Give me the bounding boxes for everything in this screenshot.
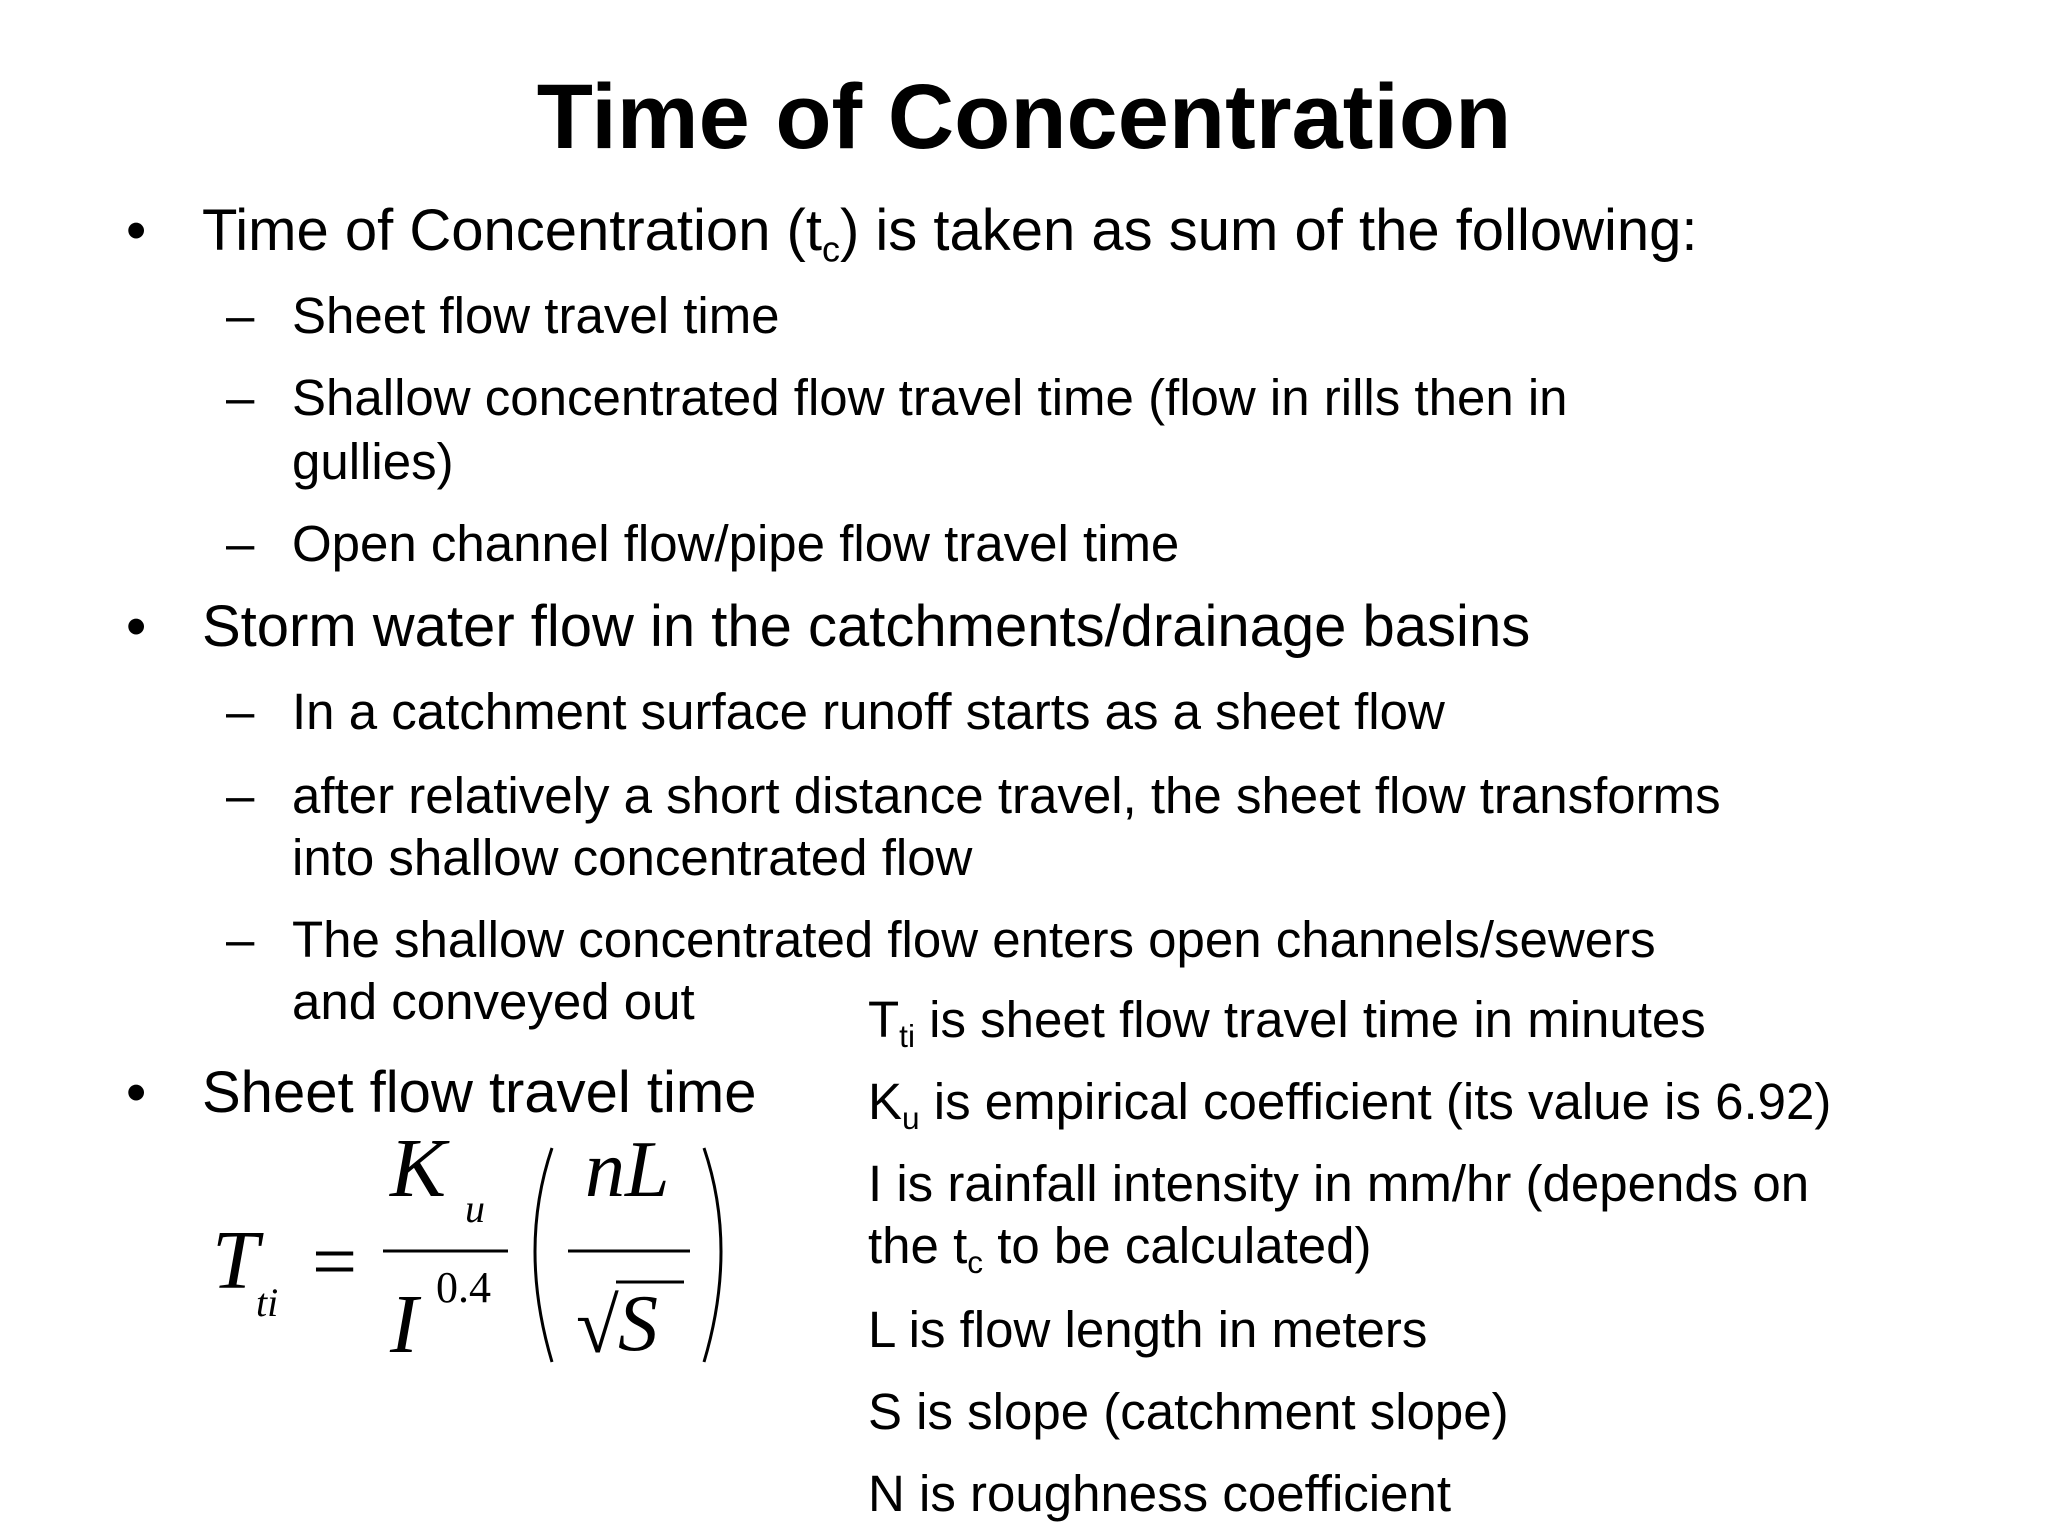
def-ku-symbol: K: [868, 1073, 903, 1130]
dash-glyph-3: –: [226, 515, 255, 572]
def-tti-subscript: ti: [899, 1018, 915, 1055]
formula-radical: √: [576, 1282, 619, 1369]
sub-item-channels-cont: and conveyed out: [292, 973, 695, 1030]
dash-glyph-4: –: [226, 683, 255, 740]
def-ku: [868, 1072, 1832, 1137]
bullet-glyph-1: •: [126, 198, 147, 263]
bullet-glyph-2: •: [126, 594, 147, 659]
bullet-sheet-flow-time: Sheet flow travel time: [202, 1060, 757, 1125]
def-intensity-pre: the t: [868, 1217, 968, 1274]
def-intensity-post: to be calculated): [983, 1217, 1372, 1274]
sub-item-sheet-flow: Sheet flow travel time: [292, 287, 780, 344]
formula-inner-numerator: nL: [585, 1140, 670, 1214]
formula-right-paren: [704, 1148, 721, 1362]
sub-item-shallow-flow-cont: gullies): [292, 433, 454, 490]
def-tti: [868, 990, 1706, 1055]
formula-numerator-sub: u: [465, 1186, 485, 1231]
formula-lhs: T: [212, 1214, 259, 1307]
def-tti-text: is sheet flow travel time in minutes: [914, 991, 1706, 1048]
def-roughness: N is roughness coefficient: [868, 1465, 1452, 1522]
slide-title: Time of Concentration: [536, 66, 1512, 168]
formula-den-exponent: 0.4: [436, 1263, 491, 1312]
bullet-storm-water: Storm water flow in the catchments/drainage basins: [202, 594, 1531, 659]
bullet-tc-definition: [202, 198, 1698, 270]
formula-equals: =: [312, 1218, 358, 1306]
formula-numerator: K: [390, 1140, 447, 1215]
sub-item-runoff-start: In a catchment surface runoff starts as a sheet flow: [292, 683, 1445, 740]
bullet-glyph-3: •: [126, 1060, 147, 1125]
dash-glyph-5: –: [226, 767, 255, 824]
def-length: L is flow length in meters: [868, 1301, 1428, 1358]
def-tti-symbol: T: [868, 991, 900, 1048]
def-ku-text: is empirical coefficient (its value is 6.92): [919, 1073, 1832, 1130]
sub-item-transform-cont: into shallow concentrated flow: [292, 829, 973, 886]
sub-item-channels: The shallow concentrated flow enters open channels/sewers: [292, 911, 1656, 968]
def-intensity-cont: [868, 1216, 1372, 1281]
def-intensity: I is rainfall intensity in mm/hr (depends on: [868, 1155, 1810, 1212]
dash-glyph-6: –: [226, 911, 255, 968]
sub-item-transform: after relatively a short distance travel, the sheet flow transforms: [292, 767, 1721, 824]
def-intensity-subscript: c: [967, 1244, 984, 1281]
bullet-tc-text-post: ) is taken as sum of the following:: [839, 198, 1698, 263]
sub-item-open-channel: Open channel flow/pipe flow travel time: [292, 515, 1180, 572]
formula-left-paren: [535, 1148, 552, 1362]
formula-lhs-sub: ti: [256, 1280, 279, 1325]
bullet-tc-text-pre: Time of Concentration (t: [202, 198, 822, 263]
dash-glyph-2: –: [226, 369, 255, 426]
formula-inner-denominator: S: [618, 1280, 658, 1368]
def-ku-subscript: u: [902, 1100, 920, 1137]
def-slope: S is slope (catchment slope): [868, 1383, 1509, 1440]
bullet-tc-subscript: c: [822, 228, 840, 270]
sheet-flow-formula: [200, 1140, 760, 1400]
sub-item-shallow-flow: Shallow concentrated flow travel time (flow in rills then in: [292, 369, 1568, 426]
dash-glyph-1: –: [226, 287, 255, 344]
formula-denominator: I: [390, 1278, 418, 1371]
